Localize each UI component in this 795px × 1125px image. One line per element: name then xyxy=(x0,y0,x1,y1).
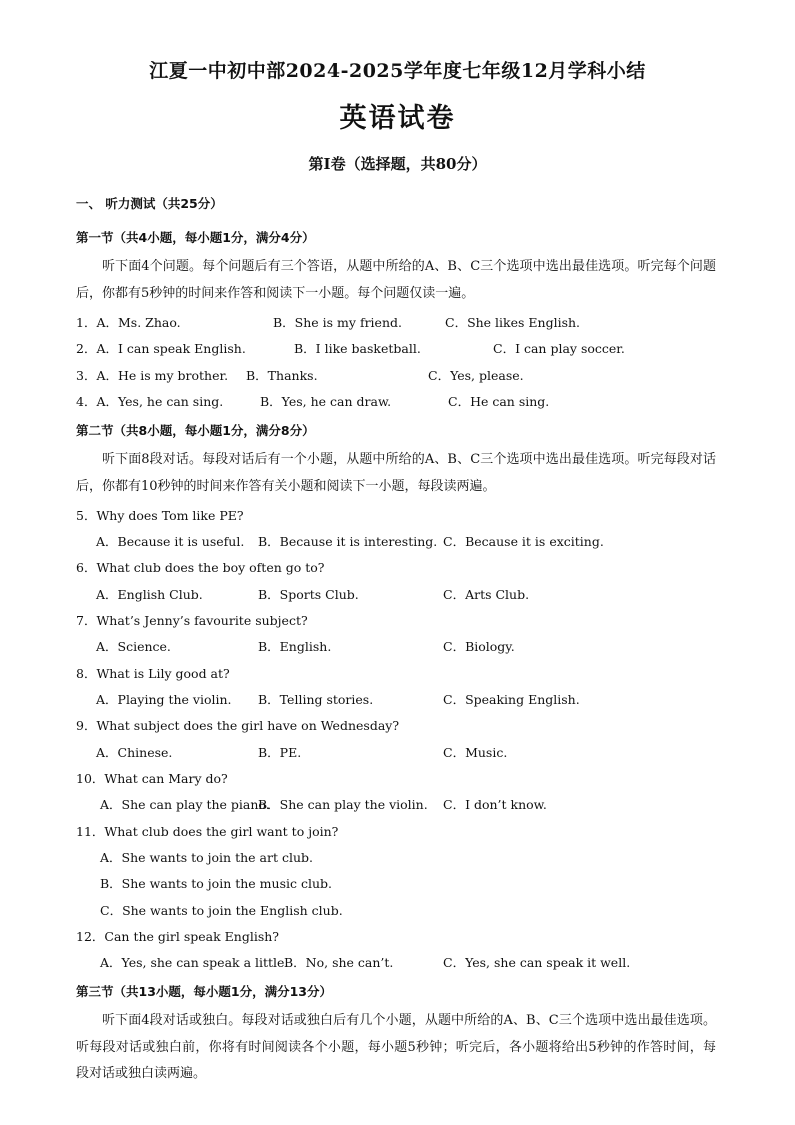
q10-option-c: C．I don’t know. xyxy=(443,797,547,812)
question-9: 9．What subject does the girl have on Wednesday? xyxy=(76,718,400,733)
section3-heading: 第三节（共13小题，每小题1分，满分13分） xyxy=(76,984,332,999)
q5-option-c: C．Because it is exciting. xyxy=(443,534,604,549)
q12-option-b: B．No, she can’t. xyxy=(284,955,394,970)
q7-option-b: B．English. xyxy=(258,639,332,654)
q11-option-b: B．She wants to join the music club. xyxy=(100,876,332,891)
q4-option-a: 4．A．Yes, he can sing. xyxy=(76,394,224,409)
question-7: 7．What’s Jenny’s favourite subject? xyxy=(76,613,308,628)
q8-option-b: B．Telling stories. xyxy=(258,692,374,707)
section3-instructions: 听下面4段对话或独白。每段对话或独白后有几个小题，从题中所给的A、B、C三个选项中选出最佳选项。听每段对话或独白前，你将有时间阅读各个小题，每小题5秒钟；听完后，各小题将给出5秒钟的作答时间，每段对话或独白读两遍。 xyxy=(76,1013,716,1081)
q2-option-b: B．I like basketball. xyxy=(294,341,421,356)
question-12: 12．Can the girl speak English? xyxy=(76,929,279,944)
q9-option-b: B．PE. xyxy=(258,745,302,760)
q1-option-b: B．She is my friend. xyxy=(273,315,402,330)
q8-option-c: C．Speaking English. xyxy=(443,692,580,707)
section1-heading: 第一节（共4小题，每小题1分，满分4分） xyxy=(76,230,315,245)
q3-option-a: 3．A．He is my brother. xyxy=(76,368,229,383)
q3-option-c: C．Yes, please. xyxy=(428,368,524,383)
q10-option-b: B．She can play the violin. xyxy=(258,797,428,812)
q2-option-a: 2．A．I can speak English. xyxy=(76,341,246,356)
q8-option-a: A．Playing the violin. xyxy=(96,692,232,707)
exam-title: 英语试卷 xyxy=(339,103,456,134)
q9-option-a: A．Chinese. xyxy=(96,745,173,760)
section2-instructions: 听下面8段对话。每段对话后有一个小题，从题中所给的A、B、C三个选项中选出最佳选项。听完每段对话后，你都有10秒钟的时间来作答有关小题和阅读下一小题，每段读两遍。 xyxy=(76,452,716,494)
q4-option-b: B．Yes, he can draw. xyxy=(260,394,392,409)
q1-option-a: 1．A．Ms. Zhao. xyxy=(76,315,181,330)
q3-option-b: B．Thanks. xyxy=(246,368,318,383)
q5-option-a: A．Because it is useful. xyxy=(96,534,245,549)
question-10: 10．What can Mary do? xyxy=(76,771,228,786)
q7-option-a: A．Science. xyxy=(96,639,171,654)
question-5: 5．Why does Tom like PE? xyxy=(76,508,244,523)
q2-option-c: C．I can play soccer. xyxy=(493,341,625,356)
question-8: 8．What is Lily good at? xyxy=(76,666,230,681)
question-11: 11．What club does the girl want to join? xyxy=(76,824,339,839)
q4-option-c: C．He can sing. xyxy=(448,394,550,409)
school-title: 江夏一中初中部2024-2025学年度七年级12月学科小结 xyxy=(149,60,646,82)
q6-option-c: C．Arts Club. xyxy=(443,587,530,602)
question-6: 6．What club does the boy often go to? xyxy=(76,560,325,575)
q10-option-a: A．She can play the piano. xyxy=(100,797,270,812)
q1-option-c: C．She likes English. xyxy=(445,315,581,330)
volume-title: 第I卷（选择题，共80分） xyxy=(308,155,487,173)
q5-option-b: B．Because it is interesting. xyxy=(258,534,438,549)
section1-instructions: 听下面4个问题。每个问题后有三个答语，从题中所给的A、B、C三个选项中选出最佳选项。听完每个问题后，你都有5秒钟的时间来作答和阅读下一小题。每个问题仅读一遍。 xyxy=(76,259,716,301)
section2-heading: 第二节（共8小题，每小题1分，满分8分） xyxy=(76,423,315,438)
q12-option-c: C．Yes, she can speak it well. xyxy=(443,955,631,970)
q9-option-c: C．Music. xyxy=(443,745,508,760)
q6-option-b: B．Sports Club. xyxy=(258,587,359,602)
part1-heading: 一、 听力测试（共25分） xyxy=(76,196,223,211)
q7-option-c: C．Biology. xyxy=(443,639,515,654)
q6-option-a: A．English Club. xyxy=(96,587,203,602)
q11-option-c: C．She wants to join the English club. xyxy=(100,903,343,918)
q11-option-a: A．She wants to join the art club. xyxy=(100,850,313,865)
q12-option-a: A．Yes, she can speak a little. xyxy=(100,955,289,970)
